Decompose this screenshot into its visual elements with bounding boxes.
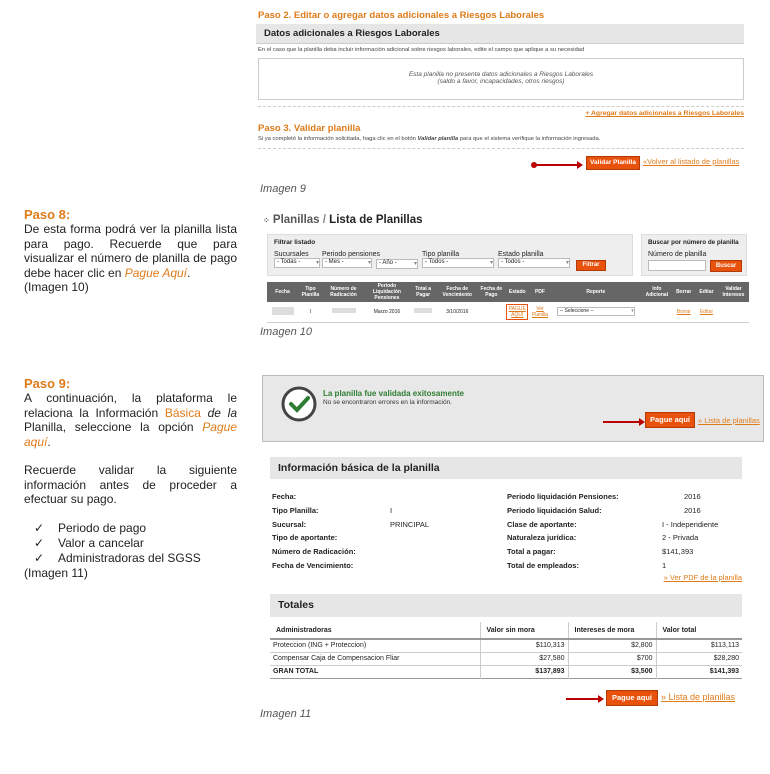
agregar-datos-link[interactable]: + Agregar datos adicionales a Riesgos Laborales bbox=[585, 110, 744, 117]
paso9-checklist bbox=[24, 521, 237, 566]
cell-vencimiento: 3/10/2016 bbox=[446, 308, 469, 315]
filter-sucursal-select[interactable]: - Todas - ▾ bbox=[274, 258, 320, 268]
datos-desc: En el caso que la planilla deba incluir información adicional sobre riesgos laborales, edite el campo que aplique a su necesidad bbox=[258, 47, 585, 53]
field-row: Total de empleados: 1 bbox=[507, 560, 667, 570]
planillas-title-b: Lista de Planillas bbox=[329, 214, 423, 226]
pague-aqui-button-2[interactable]: Pague aquí bbox=[606, 690, 658, 706]
table-row bbox=[267, 302, 749, 322]
volver-listado-link[interactable]: «Volver al listado de planillas bbox=[643, 157, 740, 166]
cell-total bbox=[410, 302, 437, 322]
totales-table bbox=[270, 622, 742, 679]
buscar-panel bbox=[641, 234, 747, 276]
planillas-table-header bbox=[267, 282, 749, 302]
col-radicacion: Número de Radicación bbox=[330, 286, 357, 298]
totales-table-header bbox=[270, 622, 742, 639]
ver-planilla-link[interactable]: Ver Planilla bbox=[531, 305, 549, 318]
field-row: Tipo de aportante: bbox=[272, 533, 338, 543]
cell-pago bbox=[478, 302, 505, 322]
paso2-title: Paso 2. Editar o agregar datos adicionales a Riesgos Laborales bbox=[258, 10, 545, 21]
paso9-text2: Planilla, seleccione la opción bbox=[24, 420, 203, 434]
field-row: Periodo liquidación Pensiones: 2016 bbox=[507, 492, 701, 501]
validar-planilla-button[interactable]: Validar Planilla bbox=[586, 156, 640, 170]
paso9-basica: Básica bbox=[164, 405, 201, 420]
paso9-text3: . bbox=[47, 434, 51, 449]
col-pago: Fecha de Pago bbox=[480, 286, 503, 298]
ver-pdf-link[interactable]: » Ver PDF de la planilla bbox=[663, 573, 742, 582]
filtrar-fields bbox=[274, 251, 630, 273]
paso3-desc bbox=[258, 136, 600, 142]
list-icon: ⁘ bbox=[263, 216, 270, 225]
check-icon: ✓ bbox=[34, 520, 45, 535]
info-basica-section bbox=[270, 457, 742, 587]
info-right-fields bbox=[507, 490, 742, 573]
buscar-title: Buscar por número de planilla bbox=[648, 239, 739, 246]
caption-imagen-9: Imagen 9 bbox=[260, 183, 306, 195]
dashed-divider-2 bbox=[258, 148, 744, 149]
datos-header bbox=[256, 24, 744, 44]
col-estado: Estado bbox=[508, 289, 526, 295]
pointer-arrow bbox=[534, 164, 579, 166]
field-row: Fecha de Vencimiento: bbox=[272, 560, 354, 570]
success-panel bbox=[262, 375, 764, 442]
totales-header bbox=[270, 594, 742, 617]
datos-empty-line1: Esta planilla no presenta datos adicionales a Riesgos Laborales bbox=[408, 71, 594, 78]
paso8-text bbox=[24, 222, 237, 280]
paso9-de-la: de la bbox=[200, 405, 237, 420]
field-row: Clase de aportante: I - Independiente bbox=[507, 519, 719, 529]
info-basica-header bbox=[270, 457, 742, 479]
info-left-fields bbox=[272, 490, 502, 573]
filtrar-panel bbox=[267, 234, 633, 276]
imagen-10 bbox=[263, 212, 753, 324]
field-row: Total a pagar: $141,393 bbox=[507, 547, 694, 557]
table-row: Proteccion (ING + Proteccion) $110,313 $2,800 $113,113 bbox=[270, 639, 742, 652]
paso3-desc-post: para que el sistema verifique la información ingresada. bbox=[458, 136, 601, 142]
buscar-input[interactable] bbox=[648, 260, 706, 271]
filter-periodo-label: Periodo pensiones bbox=[322, 251, 380, 258]
cell-tipo: I bbox=[309, 308, 312, 315]
buscar-button[interactable]: Buscar bbox=[710, 260, 742, 272]
paso8-block bbox=[24, 207, 237, 295]
success-title: La planilla fue validada exitosamente bbox=[323, 389, 464, 398]
cell-radicacion bbox=[323, 302, 364, 322]
cell-periodo: Marzo 2016 bbox=[373, 308, 401, 315]
field-row: Periodo liquidación Salud: 2016 bbox=[507, 505, 701, 515]
check-icon: ✓ bbox=[34, 550, 45, 565]
paso9-imagen-ref: (Imagen 11) bbox=[24, 565, 88, 580]
col-borrar: Borrar bbox=[676, 289, 692, 295]
borrar-link[interactable]: Borrar bbox=[676, 308, 691, 315]
cell-info bbox=[641, 302, 672, 322]
datos-empty-line2: (saldo a favor, incapacidades, otros riesgos) bbox=[437, 78, 565, 85]
planillas-table bbox=[267, 282, 749, 323]
paso3-desc-pre: Si ya completó la información solicitada, haga clic en el botón bbox=[258, 136, 418, 142]
lista-planillas-link-2[interactable]: » Lista de planillas bbox=[661, 692, 736, 702]
check-icon: ✓ bbox=[34, 535, 45, 550]
totales-title: Totales bbox=[278, 599, 314, 611]
col-pdf: PDF bbox=[534, 289, 545, 295]
reporte-select[interactable]: -- Seleccione -- ▾ bbox=[557, 307, 635, 316]
paso9-title: Paso 9: bbox=[24, 376, 71, 391]
caption-imagen-10: Imagen 10 bbox=[260, 326, 312, 338]
gran-total-row: GRAN TOTAL $137,893 $3,500 $141,393 bbox=[270, 665, 742, 678]
pague-aqui-button[interactable]: Pague aquí bbox=[645, 412, 695, 428]
info-basica-title: Información básica de la planilla bbox=[278, 462, 440, 474]
list-item: ✓ Administradoras del SGSS bbox=[34, 550, 201, 565]
paso9-text bbox=[24, 391, 237, 449]
paso9-recuerde: Recuerde validar la siguiente información antes de proceder a efectuar su pago. bbox=[24, 463, 237, 506]
paso8-text2: . bbox=[187, 265, 191, 280]
datos-empty-box bbox=[258, 58, 744, 100]
col-administradoras: Administradoras bbox=[276, 626, 332, 634]
dashed-divider bbox=[258, 106, 744, 107]
planillas-title: ⁘ Planillas / Lista de Planillas bbox=[263, 214, 423, 226]
success-sub: No se encontraron errores en la información. bbox=[323, 399, 452, 406]
filtrar-title: Filtrar listado bbox=[274, 239, 316, 246]
col-valor-sin-mora: Valor sin mora bbox=[480, 622, 568, 639]
lista-planillas-link[interactable]: » Lista de planillas bbox=[698, 416, 760, 425]
paso3-desc-bold: Validar planilla bbox=[417, 136, 459, 142]
paso8-title: Paso 8: bbox=[24, 207, 71, 222]
filter-estado-label: Estado planilla bbox=[498, 251, 544, 258]
table-row: Compensar Caja de Compensacion Fliar $27,580 $700 $28,280 bbox=[270, 652, 742, 665]
paso8-imagen-ref: (Imagen 10) bbox=[24, 280, 89, 294]
field-row: Naturaleza jurídica: 2 - Privada bbox=[507, 533, 699, 543]
col-vencimiento: Fecha de Vencimiento bbox=[442, 286, 472, 298]
totales-section bbox=[270, 594, 742, 682]
datos-header-label: Datos adicionales a Riesgos Laborales bbox=[264, 28, 440, 39]
paso9-pague: Pague aquí bbox=[24, 420, 237, 449]
buscar-label: Número de planilla bbox=[648, 251, 707, 258]
pointer-arrow bbox=[603, 421, 641, 423]
filter-tipo-label: Tipo planilla bbox=[422, 251, 460, 258]
editar-link[interactable]: Editar bbox=[699, 308, 713, 315]
pointer-arrow bbox=[566, 698, 600, 700]
col-editar: Editar bbox=[699, 289, 714, 295]
imagen-9 bbox=[256, 4, 746, 180]
check-circle-icon bbox=[281, 386, 317, 422]
list-item: ✓ Periodo de pago bbox=[34, 520, 147, 535]
planillas-title-a: Planillas bbox=[272, 214, 320, 226]
paso3-title: Paso 3. Validar planilla bbox=[258, 123, 361, 134]
field-row: Número de Radicación: bbox=[272, 547, 356, 557]
filter-mes-select[interactable]: - Mes - ▾ bbox=[322, 258, 372, 268]
field-row: Fecha: bbox=[272, 492, 297, 501]
col-intereses: Intereses de mora bbox=[568, 622, 656, 639]
cell-fecha bbox=[267, 302, 298, 322]
col-fecha: Fecha bbox=[275, 289, 290, 295]
filter-anio-select[interactable]: - Año - ▾ bbox=[376, 259, 418, 269]
col-periodo: Periodo Liquidación Pensiones bbox=[372, 283, 401, 301]
field-row: Tipo Planilla: I bbox=[272, 505, 393, 515]
filter-estado-select[interactable]: - Todos - ▾ bbox=[498, 258, 570, 268]
paso9-text1: A continuación, la plataforma le relaciona la Información bbox=[24, 391, 237, 420]
col-validar: Validar Intereses bbox=[722, 286, 745, 298]
field-row: Sucursal: PRINCIPAL bbox=[272, 519, 430, 529]
cell-validar bbox=[718, 302, 749, 322]
col-valor-total: Valor total bbox=[656, 622, 742, 639]
list-item: ✓ Valor a cancelar bbox=[34, 535, 144, 550]
filtrar-button[interactable]: Filtrar bbox=[576, 260, 606, 271]
pague-aqui-link[interactable]: PAGUE AQUÍ bbox=[506, 304, 528, 320]
col-total: Total a Pagar bbox=[415, 286, 431, 298]
col-info: Info Adicional bbox=[645, 286, 669, 298]
filter-sucursal-label: Sucursales bbox=[274, 251, 309, 258]
caption-imagen-11: Imagen 11 bbox=[260, 708, 312, 720]
paso8-text1: De esta forma podrá ver la planilla lista para pago. Recuerde que para visualizar el número de planilla de pago debe hacer clic en bbox=[24, 222, 237, 280]
paso8-highlight: Pague Aquí bbox=[124, 265, 188, 280]
col-tipo: Tipo Planilla bbox=[301, 286, 320, 298]
filter-tipo-select[interactable]: - Todos - ▾ bbox=[422, 258, 494, 268]
paso9-block bbox=[24, 376, 237, 580]
col-reporte: Reporte bbox=[586, 289, 606, 295]
